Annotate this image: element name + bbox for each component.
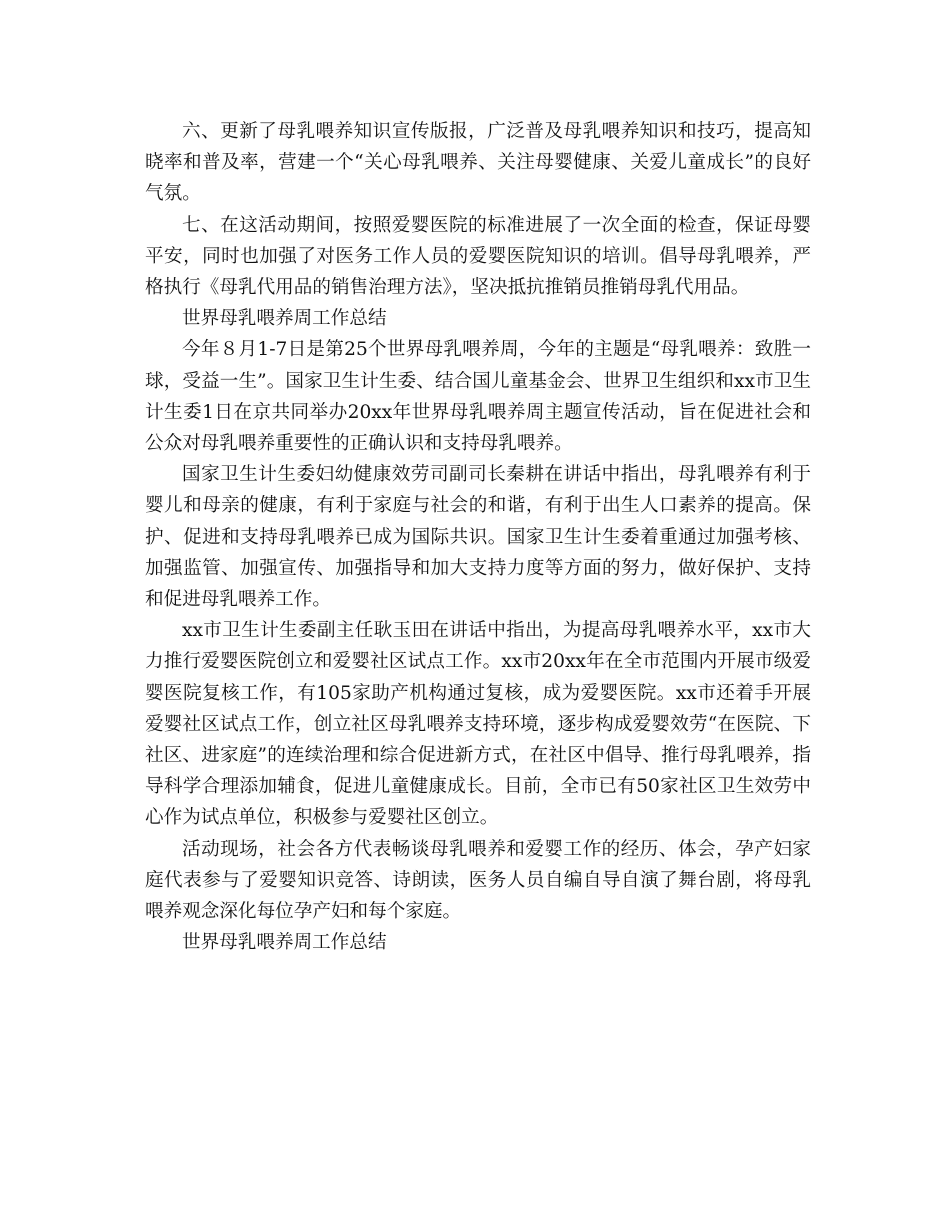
- document-body: [145, 116, 811, 958]
- section-heading-repeat: 世界母乳喂养周工作总结: [182, 932, 387, 954]
- section-heading: 世界母乳喂养周工作总结: [182, 308, 387, 330]
- paragraph-event-scene: 活动现场，社会各方代表畅谈母乳喂养和爱婴工作的经历、体会，孕产妇家庭代表参与了爱婴知识竞答、诗朗读，医务人员自编自导自演了舞台剧，将母乳喂养观念深化每位孕产妇和每个家庭。: [145, 838, 811, 923]
- paragraph-theme: 今年８月1-7日是第25个世界母乳喂养周，今年的主题是“母乳喂养：致胜一球，受益一生”。国家卫生计生委、结合国儿童基金会、世界卫生组织和xx市卫生计生委1日在京共同举办20xx年世界母乳喂养周主题宣传活动，旨在促进社会和公众对母乳喂养重要性的正确认识和支持母乳喂养。: [145, 339, 811, 455]
- paragraph-item-six: 六、更新了母乳喂养知识宣传版报，广泛普及母乳喂养知识和技巧，提高知晓率和普及率，营建一个“关心母乳喂养、关注母婴健康、关爱儿童成长”的良好气氛。: [145, 121, 811, 205]
- paragraph-city-speech: xx市卫生计生委副主任耿玉田在讲话中指出，为提高母乳喂养水平，xx市大力推行爱婴医院创立和爱婴社区试点工作。xx市20xx年在全市范围内开展市级爱婴医院复核工作，有105家助产机构通过复核，成为爱婴医院。xx市还着手开展爱婴社区试点工作，创立社区母乳喂养支持环境，逐步构成爱婴效劳“在医院、下社区、进家庭”的连续治理和综合促进新方式，在社区中倡导、推行母乳喂养，指导科学合理添加辅食，促进儿童健康成长。目前，全市已有50家社区卫生效劳中心作为试点单位，积极参与爱婴社区创立。: [145, 620, 811, 829]
- paragraph-item-seven: 七、在这活动期间，按照爱婴医院的标准进展了一次全面的检查，保证母婴平安，同时也加强了对医务工作人员的爱婴医院知识的培训。倡导母乳喂养，严格执行《母乳代用品的销售治理方法》，坚决抵抗推销员推销母乳代用品。: [145, 214, 811, 299]
- paragraph-national-speech: 国家卫生计生委妇幼健康效劳司副司长秦耕在讲话中指出，母乳喂养有利于婴儿和母亲的健康，有利于家庭与社会的和谐，有利于出生人口素养的提高。保护、促进和支持母乳喂养已成为国际共识。国家卫生计生委着重通过加强考核、加强监管、加强宣传、加强指导和加大支持力度等方面的努力，做好保护、支持和促进母乳喂养工作。: [145, 464, 811, 611]
